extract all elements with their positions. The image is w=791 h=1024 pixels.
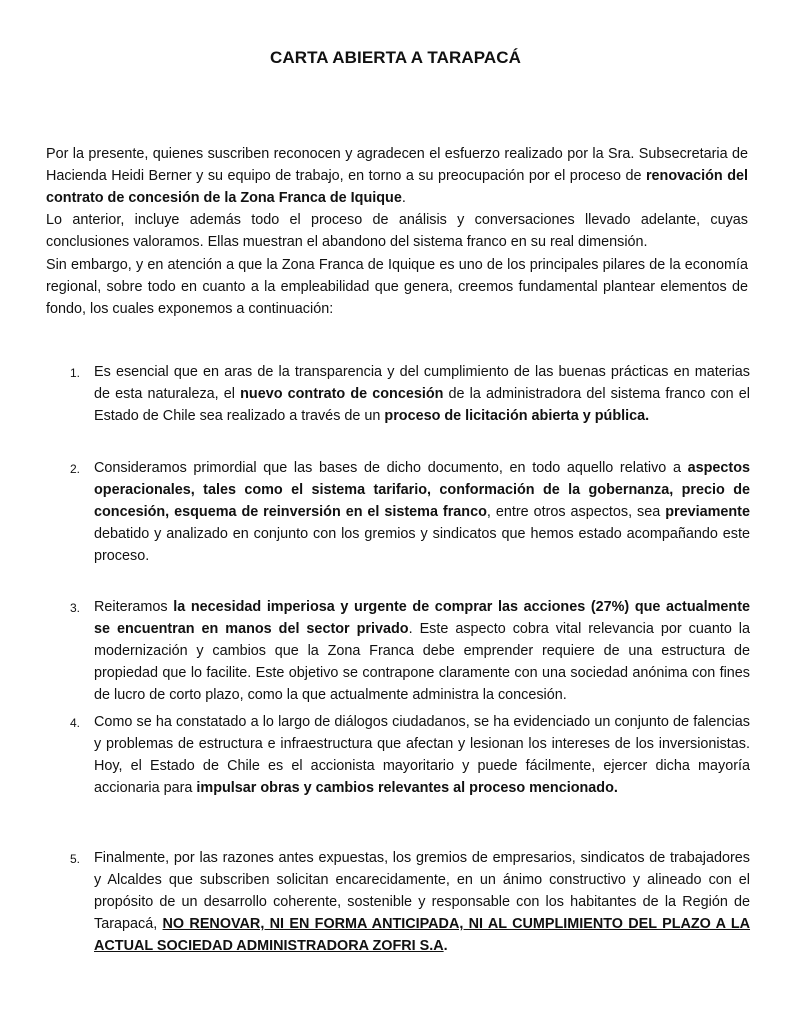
- item-text-run: Consideramos primordial que las bases de dicho documento, en todo aquello relativo a: [94, 460, 688, 476]
- list-item: [70, 361, 750, 427]
- item-text-run: Como se ha constatado a lo largo de diálogos ciudadanos, se ha evidenciado un conjunto de falencias y problemas de estructura e infraestructura que afectan y lesionan los intereses de los inversionistas. Hoy, el Estado de Chile es el accionista mayoritario y puede fácilmente, ejercer dicha mayoría accionaria para: [94, 714, 750, 796]
- list-number: 3.: [70, 601, 81, 615]
- list-number: 4.: [70, 716, 81, 730]
- item-text-run: de la administradora del sistema franco con el Estado de Chile sea realizado a través de un: [94, 386, 751, 424]
- list-item: [70, 711, 750, 799]
- list-item-text: [94, 596, 750, 706]
- item-text-run: . Este aspecto cobra vital relevancia por cuanto la modernización y cambios que la Zona Franca debe emprender requiere de una estructura de propiedad que lo facilite. Este objetivo se contrapone claramente con una sociedad anónima con fines de lucro de corto plazo, como la que actualmente administra la concesión.: [94, 621, 751, 703]
- paragraph-text: Sin embargo, y en atención a que la Zona Franca de Iquique es uno de los principales pilares de la economía regional, sobre todo en cuanto a la empleabilidad que genera, creemos fundamental plantear elementos de fondo, los cuales exponemos a continuación:: [46, 257, 748, 317]
- item-bold-run: proceso de licitación abierta y pública.: [384, 408, 650, 424]
- item-bold-run: impulsar obras y cambios relevantes al proceso mencionado.: [196, 780, 618, 796]
- item-text-run: Reiteramos: [94, 599, 174, 615]
- item-bold-run: previamente: [665, 504, 750, 520]
- list-item-text: [94, 457, 750, 567]
- list-item: [70, 457, 750, 567]
- item-text-run: Finalmente, por las razones antes expuestas, los gremios de empresarios, sindicatos de trabajadores y Alcaldes que subscriben solicitan encarecidamente, en un ánimo constructivo y alineado con el propósito de un desarrollo coherente, sostenible y responsable con los habitantes de la Región de Tarapacá,: [94, 850, 750, 932]
- paragraph-text: Por la presente, quienes suscriben reconocen y agradecen el esfuerzo realizado por la Sra. Subsecretaria de Hacienda Heidi Berner y su equipo de trabajo, en torno a su preocupación por el proceso de: [46, 146, 748, 184]
- paragraph-text: .: [401, 190, 406, 206]
- item-text-run: Es esencial que en aras de la transparencia y del cumplimiento de las buenas prácticas en materias de esta naturaleza, el: [94, 364, 750, 402]
- item-text-run: , entre otros aspectos, sea: [486, 504, 666, 520]
- list-number: 1.: [70, 366, 81, 380]
- paragraph-bold-text: renovación del contrato de concesión de la Zona Franca de Iquique: [46, 168, 748, 206]
- list-number: 5.: [70, 852, 81, 866]
- document-title: CARTA ABIERTA A TARAPACÁ: [269, 48, 522, 67]
- item-underlined-run: NO RENOVAR, NI EN FORMA ANTICIPADA, NI AL CUMPLIMIENTO DEL PLAZO A LA ACTUAL SOCIEDAD ADMINISTRADORA ZOFRI S.A: [94, 916, 751, 954]
- intro-paragraph: [46, 143, 748, 209]
- item-bold-run: .: [443, 938, 448, 954]
- list-item: [70, 847, 750, 957]
- paragraph-text: Lo anterior, incluye además todo el proceso de análisis y conversaciones llevado adelante, cuyas conclusiones valoramos. Ellas muestran el abandono del sistema franco en su real dimensión.: [46, 212, 748, 250]
- list-item: [70, 596, 750, 706]
- item-text-run: debatido y analizado en conjunto con los gremios y sindicatos que hemos estado acompañando este proceso.: [94, 526, 750, 564]
- list-item-text: [94, 711, 750, 799]
- list-number: 2.: [70, 462, 81, 476]
- list-item-text: [94, 361, 750, 427]
- list-item-text: [94, 847, 750, 957]
- context-paragraph: [46, 254, 748, 320]
- item-bold-run: nuevo contrato de concesión: [240, 386, 444, 402]
- item-bold-run: la necesidad imperiosa y urgente de comprar las acciones (27%) que actualmente se encuentran en manos del sector privado: [94, 599, 750, 637]
- conclusions-paragraph: [46, 209, 748, 253]
- item-bold-run: aspectos operacionales, tales como el sistema tarifario, conformación de la gobernanza, precio de concesión, esquema de reinversión en el sistema franco: [94, 460, 750, 520]
